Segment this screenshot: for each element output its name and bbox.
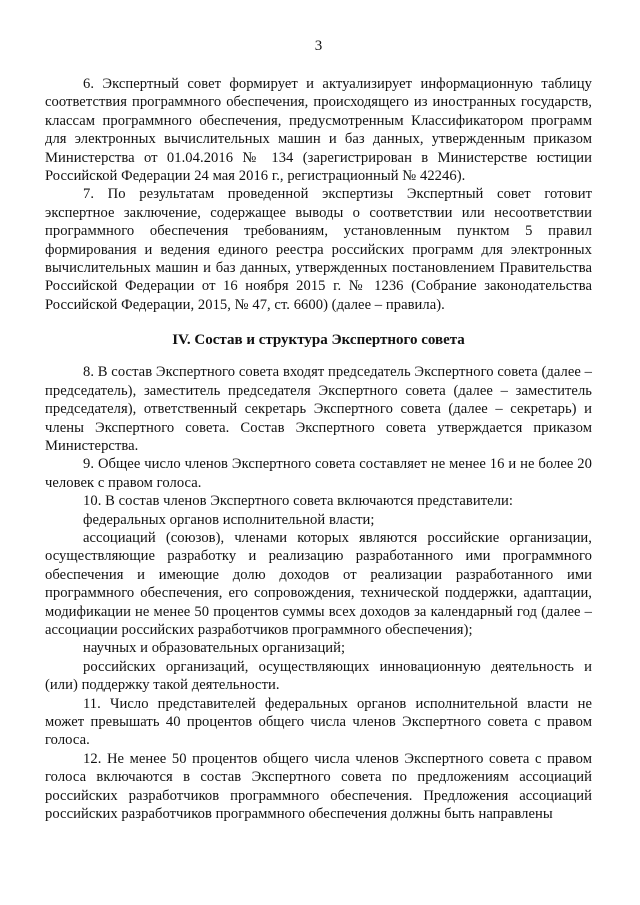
list-item-federal-bodies: федеральных органов исполнительной власти; [83, 511, 375, 528]
paragraph-11: 11. Число представителей федеральных органов исполнительной власти не может превышать 40 процентов общего числа членов Экспертного совета с правом голоса. [45, 695, 592, 749]
page-number: 3 [314, 38, 323, 54]
list-item-innovative-orgs: российских организаций, осуществляющих инновационную деятельность и (или) поддержку такой деятельности. [45, 658, 592, 694]
list-item-associations: ассоциаций (союзов), членами которых являются российские организации, осуществляющие разработку и реализацию разработанного ими программного обеспечения и имеющие долю доходов от реализации разработанного ими программного обеспечения, его сопровождения, технической поддержки, адаптации, модификации не менее 50 процентов суммы всех доходов за календарный год (далее – ассоциации российских разработчиков программного обеспечения); [45, 529, 592, 638]
section-title: IV. Состав и структура Экспертного совета [172, 332, 465, 349]
paragraph-8: 8. В состав Экспертного совета входят председатель Экспертного совета (далее – председатель), заместитель председателя Экспертного совета (далее – заместитель председателя), ответственный секретарь Экспертного совета (далее – секретарь) и члены Экспертного совета. Состав Экспертного совета утверждается приказом Министерства. [45, 364, 592, 454]
paragraph-9: 9. Общее число членов Экспертного совета составляет не менее 16 и не более 20 человек с правом голоса. [45, 456, 592, 491]
paragraph-10: 10. В состав членов Экспертного совета включаются представители: [83, 493, 513, 510]
list-item-scientific-orgs: научных и образовательных организаций; [83, 640, 346, 657]
paragraph-12: 12. Не менее 50 процентов общего числа членов Экспертного совета с правом голоса включаются в состав Экспертного совета по предложениям ассоциаций российских разработчиков программного обеспечения. Предложения ассоциаций российских разработчиков программного обеспечения должны быть направлены [45, 750, 592, 823]
paragraph-6: 6. Экспертный совет формирует и актуализирует информационную таблицу соответствия программного обеспечения, происходящего из иностранных государств, классам программного обеспечения, предусмотренным Классификатором программ для электронных вычислительных машин и баз данных, утвержденным приказом Министерства от 01.04.2016 № 134 (зарегистрирован в Министерстве юстиции Российской Федерации 24 мая 2016 г., регистрационный № 42246). [45, 76, 592, 185]
paragraph-7: 7. По результатам проведенной экспертизы Экспертный совет готовит экспертное заключение, содержащее выводы о соответствии или несоответствии программного обеспечения требованиям, установленным пунктом 5 правил формирования и ведения единого реестра российских программ для электронных вычислительных машин и баз данных, утвержденных постановлением Правительства Российской Федерации от 16 ноября 2015 г. № 1236 (Собрание законодательства Российской Федерации, 2015, № 47, ст. 6600) (далее – правила). [45, 186, 592, 313]
